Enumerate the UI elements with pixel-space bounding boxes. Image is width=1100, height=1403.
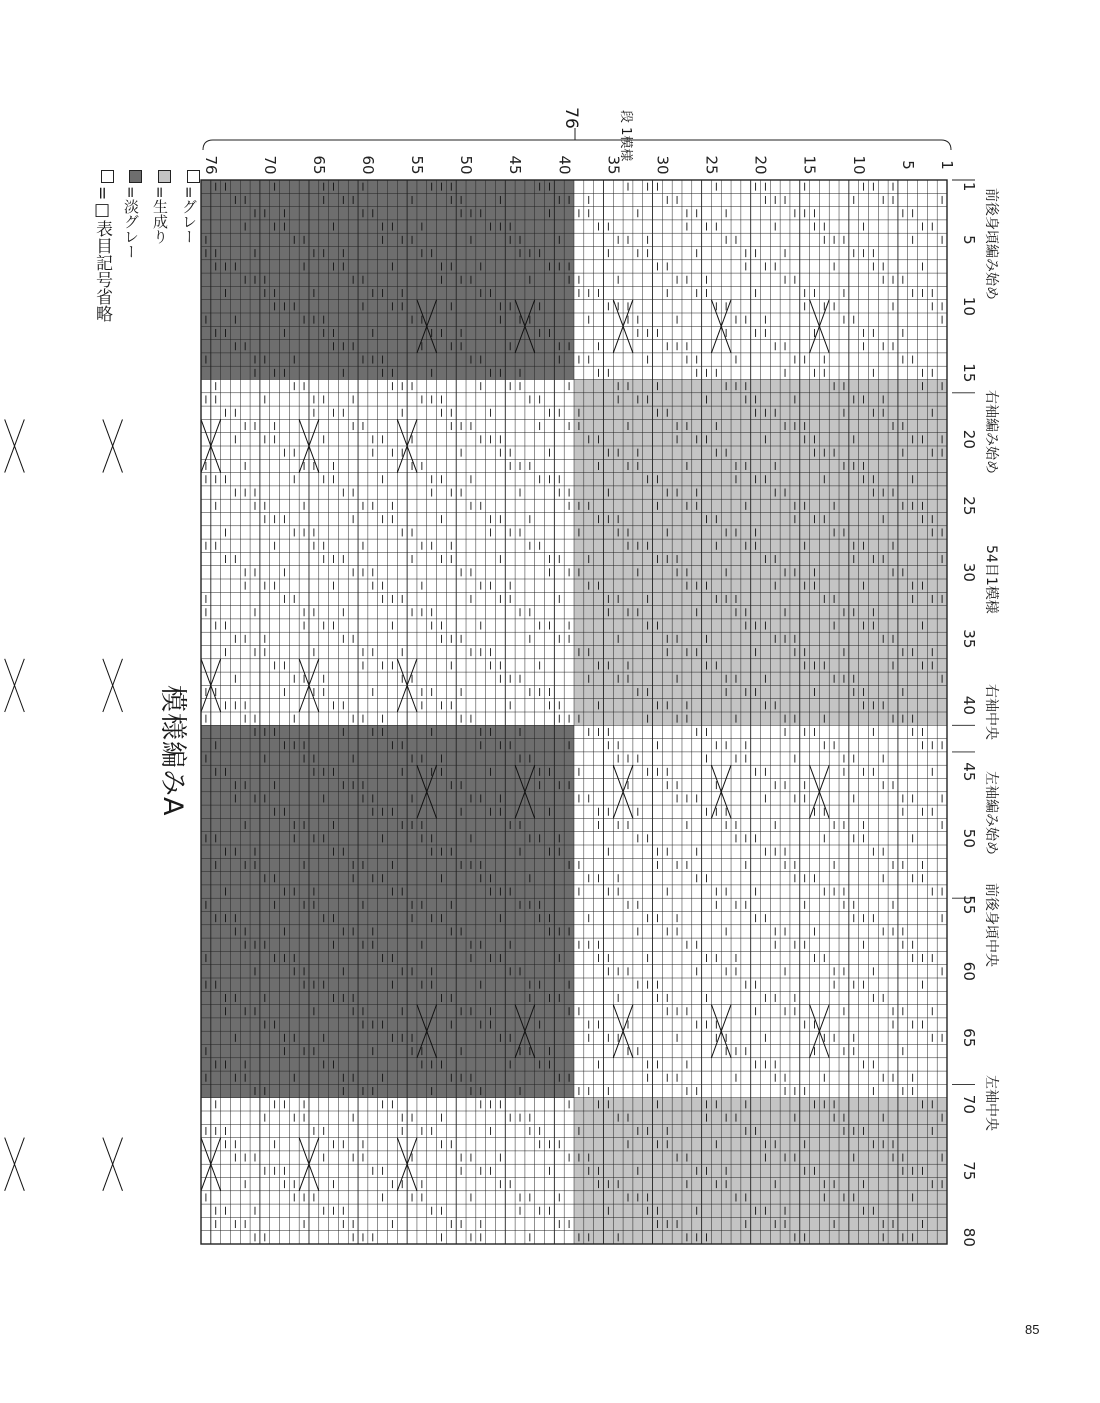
row-label: 45	[506, 155, 525, 175]
stitch-label: 40	[960, 695, 978, 715]
chart-title: 模様編みA	[157, 685, 188, 817]
row-label: 60	[358, 155, 377, 175]
row-header	[618, 110, 637, 161]
cable-cross	[5, 659, 25, 712]
legend-item-light-gray	[122, 170, 142, 259]
marker-left-sleeve-start: 左袖編み始め	[983, 771, 999, 855]
row-label: 15	[800, 155, 819, 175]
legend-swatch	[101, 170, 114, 183]
marker-body-center: 前後身頃中央	[983, 883, 999, 967]
legend-label: =□表目記号省略	[92, 186, 112, 323]
stitch-label: 35	[960, 629, 978, 649]
row-label: 50	[457, 155, 476, 175]
stitch-label: 25	[960, 496, 978, 516]
cable-cross	[5, 1138, 25, 1191]
marker-right-sleeve-center: 右袖中央	[983, 684, 999, 740]
marker-body-start: 前後身頃編み始め	[983, 188, 999, 300]
row-label: 30	[653, 155, 672, 175]
row-count: 76	[560, 107, 581, 129]
row-bracket-line	[203, 140, 951, 150]
stitch-label: 65	[960, 1028, 978, 1048]
stitch-label: 50	[960, 828, 978, 848]
row-label: 5	[898, 160, 917, 170]
stitch-label: 5	[960, 235, 978, 245]
page-number: 85	[1025, 1322, 1040, 1337]
stitch-label: 15	[960, 363, 978, 383]
row-label: 40	[555, 155, 574, 175]
stitch-label: 55	[960, 895, 978, 915]
stitch-label: 30	[960, 562, 978, 582]
row-label: 65	[309, 155, 328, 175]
legend	[90, 170, 200, 410]
marker-right-sleeve-start: 右袖編み始め	[983, 390, 999, 474]
row-label: 70	[260, 155, 279, 175]
cable-cross	[103, 1138, 123, 1191]
cable-cross	[5, 419, 25, 472]
stitch-label: 45	[960, 762, 978, 782]
stitch-label: 60	[960, 961, 978, 981]
legend-item-ecru	[151, 170, 171, 244]
row-unit: 段	[618, 110, 633, 124]
cable-cross	[103, 419, 123, 472]
marker-repeat: 54目1模様	[983, 545, 999, 614]
row-label: 55	[408, 155, 427, 175]
stitch-label: 70	[960, 1094, 978, 1114]
grid-lines	[201, 180, 947, 1244]
row-label: 20	[751, 155, 770, 175]
row-label: 76	[201, 155, 220, 175]
row-label: 10	[849, 155, 868, 175]
row-repeat: 1模様	[618, 127, 633, 162]
stitch-label: 80	[960, 1227, 978, 1247]
legend-swatch	[158, 170, 171, 183]
row-label: 35	[604, 155, 623, 175]
stitch-label: 1	[960, 181, 978, 192]
legend-label: =グレー	[180, 186, 198, 244]
marker-left-sleeve-center: 左袖中央	[983, 1075, 999, 1131]
row-label: 1	[938, 160, 957, 170]
legend-swatch	[187, 170, 200, 183]
stitch-label: 75	[960, 1161, 978, 1181]
legend-item-gray	[180, 170, 200, 244]
cable-cross	[103, 659, 123, 712]
row-label: 25	[702, 155, 721, 175]
legend-label: =淡グレー	[122, 186, 140, 259]
stitch-label: 20	[960, 429, 978, 449]
stitch-label: 10	[960, 296, 978, 316]
legend-item-knit-omitted	[93, 170, 114, 322]
legend-swatch	[129, 170, 142, 183]
legend-label: =生成り	[151, 186, 169, 244]
